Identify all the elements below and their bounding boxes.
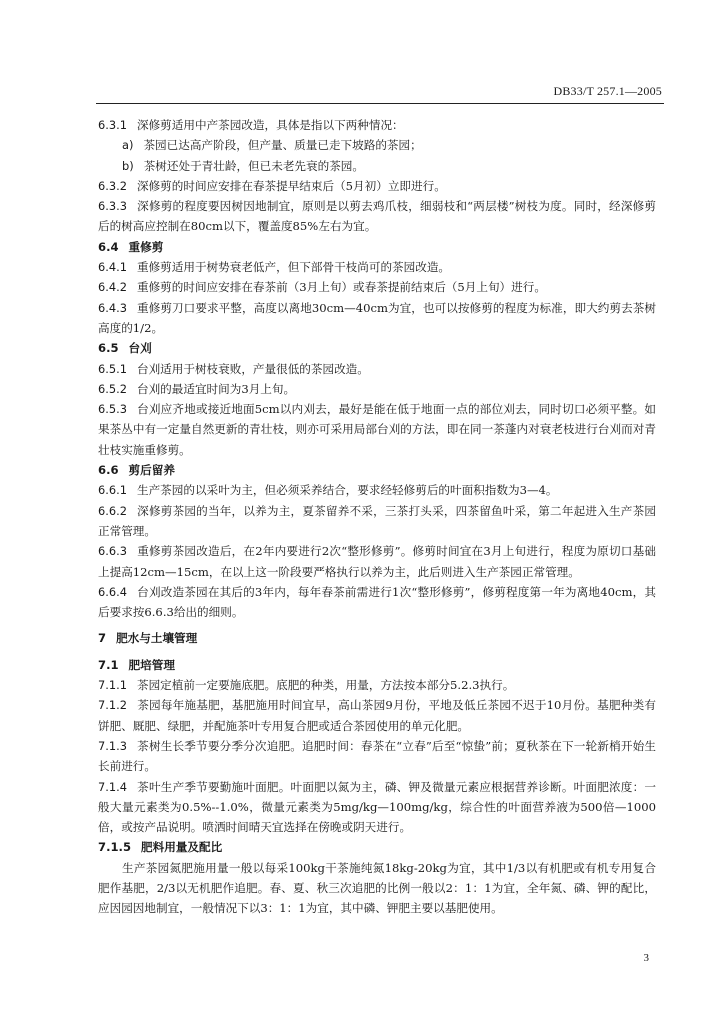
section-title: 剪后留养 — [128, 463, 175, 478]
clause-text: 重修剪适用于树势衰老低产，但下部骨干枝尚可的茶园改造。 — [136, 260, 451, 275]
clause — [98, 501, 656, 542]
clause-number: 6.3.1 — [98, 118, 127, 132]
clause — [98, 541, 656, 582]
clause-number: 6.5.1 — [98, 361, 127, 376]
clause — [98, 736, 656, 777]
clause-text: 台刈适用于树枝衰败，产量很低的茶园改造。 — [136, 361, 369, 376]
clause-number: 6.5.2 — [98, 381, 127, 396]
clause-text: 深修剪茶园的当年，以养为主，夏茶留养不采，三茶打头采，四茶留鱼叶采，第二年起进入生产茶园正常管理。 — [98, 503, 656, 538]
section-number: 6.6 — [98, 463, 119, 478]
clause — [98, 777, 656, 838]
clause-text: 台刈的最适宜时间为3月上旬。 — [136, 381, 296, 396]
clause-text: 生产茶园的以采叶为主，但必须采养结合，要求经轻修剪后的叶面积指数为3—4。 — [136, 483, 558, 498]
section-number: 6.4 — [98, 239, 119, 254]
section-title: 肥料用量及配比 — [141, 840, 223, 855]
section-heading — [98, 655, 656, 675]
header-rule — [96, 103, 664, 104]
clause-number: 7.1.1 — [98, 678, 127, 693]
clause — [98, 298, 656, 339]
clause — [98, 359, 656, 379]
clause-text: 深修剪适用中产茶园改造，具体是指以下两种情况： — [136, 118, 404, 132]
clause-text: 重修剪刀口要求平整，高度以离地30cm—40cm为宜，也可以按修剪的程度为标准，即大约剪去茶树高度的1/2。 — [98, 300, 656, 335]
clause — [98, 115, 656, 135]
clause — [98, 257, 656, 277]
clause-text: 茶园每年施基肥，基肥施用时间宜早，高山茶园9月份，平地及低丘茶园不迟于10月份。基肥种类有饼肥、厩肥、绿肥，并配施茶叶专用复合肥或适合茶园使用的单元化肥。 — [98, 698, 656, 733]
body-paragraph — [98, 858, 656, 919]
clause-number: 7.1.4 — [98, 779, 127, 794]
clause-number: 6.6.1 — [98, 483, 127, 498]
clause-number: 7.1.2 — [98, 698, 127, 713]
clause-number: 7.1.3 — [98, 738, 127, 753]
clause-text: 茶树生长季节要分季分次追肥。追肥时间：春茶在“立春”后至“惊蛰”前；夏秋茶在下一轮新梢开始生长前进行。 — [98, 738, 656, 774]
clause-number: 6.4.3 — [98, 300, 127, 315]
page-number: 3 — [643, 952, 649, 964]
section-title: 肥水与土壤管理 — [116, 631, 198, 646]
clause-text: 重修剪的时间应安排在春茶前（3月上旬）或春茶提前结束后（5月上旬）进行。 — [136, 280, 546, 295]
clause-text: 深修剪的时间应安排在春茶提早结束后（5月初）立即进行。 — [136, 178, 446, 193]
document-code: DB33/T 257.1—2005 — [553, 84, 662, 98]
clause — [98, 695, 656, 736]
clause — [98, 379, 656, 399]
clause-text: 深修剪的程度要因树因地制宜，原则是以剪去鸡爪枝，细弱枝和“两层楼”树枝为度。同时，经深修剪后的树高应控制在80cm以下，覆盖度85%左右为宜。 — [98, 199, 656, 234]
clause-text: 台刈改造茶园在其后的3年内，每年春茶前需进行1次“整形修剪”，修剪程度第一年为离地40cm，其后要求按6.6.3给出的细则。 — [98, 584, 656, 620]
clause — [98, 675, 656, 695]
section-heading — [98, 460, 656, 480]
clause-text: 茶园定植前一定要施底肥。底肥的种类，用量，方法按本部分5.2.3执行。 — [136, 678, 515, 693]
section-number: 7.1.5 — [98, 840, 132, 855]
clause — [98, 277, 656, 297]
document-body — [98, 115, 656, 919]
chapter-heading — [98, 628, 656, 648]
list-item — [98, 135, 656, 155]
clause-number: 6.4.1 — [98, 260, 127, 275]
list-marker: b) — [122, 158, 134, 173]
section-number: 7.1 — [98, 657, 119, 672]
section-title: 台刈 — [128, 341, 152, 356]
clause-number: 6.3.3 — [98, 199, 127, 214]
clause-number: 6.3.2 — [98, 178, 127, 193]
section-title: 肥培管理 — [128, 657, 175, 672]
section-heading — [98, 338, 656, 358]
paragraph-text: 生产茶园氮肥施用量一般以每采100kg干茶施纯氮18kg-20kg为宜，其中1/3以有机肥或有机专用复合肥作基肥，2/3以无机肥作追肥。春、夏、秋三次追肥的比例一般以2：1：1为宜，全年氮、磷、钾的配比，应因园因地制宜，一般情况下以3：1：1为宜，其中磷、钾肥主要以基肥使用。 — [98, 860, 656, 916]
clause — [98, 480, 656, 500]
clause-text: 台刈应齐地或接近地面5cm以内刈去，最好是能在低于地面一点的部位刈去，同时切口必须平整。如果茶丛中有一定量自然更新的青壮枝，则亦可采用局部台刈的方法，即在同一茶蓬内对衰老枝进行台刈而对青壮枝实施重修剪。 — [98, 402, 656, 457]
clause-text: 重修剪茶园改造后，在2年内要进行2次“整形修剪”。修剪时间宜在3月上旬进行，程度为原切口基础上提高12cm—15cm，在以上这一阶段要严格执行以养为主，此后则进入生产茶园正常管理。 — [98, 544, 656, 579]
section-heading — [98, 237, 656, 257]
list-marker: a) — [122, 138, 134, 153]
section-title: 重修剪 — [128, 239, 164, 254]
list-item-text: 茶园已达高产阶段，但产量、质量已走下坡路的茶园； — [143, 138, 422, 153]
section-number: 6.5 — [98, 341, 119, 356]
clause — [98, 582, 656, 623]
clause-text: 茶叶生产季节要勤施叶面肥。叶面肥以氮为主，磷、钾及微量元素应根据营养诊断。叶面肥浓度：一般大量元素类为0.5%--1.0%，微量元素类为5mg/kg—100mg/kg，综合性的叶面营养液为500倍—1000倍，或按产品说明。喷洒时间晴天宜选择在傍晚或阴天进行。 — [98, 779, 656, 835]
clause-number: 6.6.2 — [98, 503, 127, 518]
clause-number: 6.6.4 — [98, 584, 127, 599]
list-item — [98, 156, 656, 176]
clause-number: 6.6.3 — [98, 544, 127, 559]
section-number: 7 — [98, 631, 107, 646]
clause-number: 6.4.2 — [98, 280, 127, 295]
clause-number: 6.5.3 — [98, 402, 127, 417]
clause — [98, 196, 656, 237]
section-heading — [98, 837, 656, 857]
list-item-text: 茶树还处于青壮龄，但已未老先衰的茶园。 — [143, 158, 364, 173]
clause — [98, 176, 656, 196]
clause — [98, 399, 656, 460]
